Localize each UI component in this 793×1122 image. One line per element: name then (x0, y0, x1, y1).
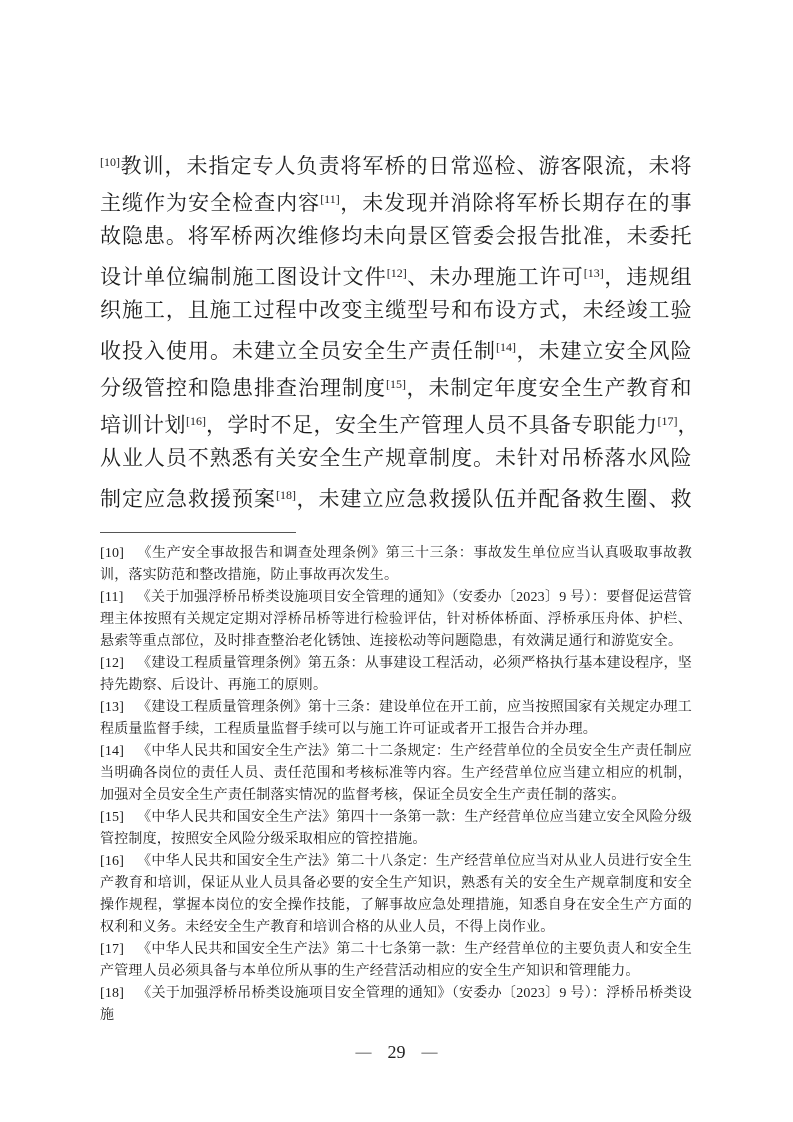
footnote-item (100, 807, 692, 851)
footnote-item (100, 697, 692, 741)
footnote-reference: [14] (496, 340, 516, 354)
body-line (100, 255, 692, 292)
page-footer (0, 1042, 793, 1063)
footnote-text: 《关于加强浮桥吊桥类设施项目安全管理的通知》（安委办〔2023〕9 号）：要督促运营管理主体按照有关规定定期对浮桥吊桥等进行检验评估，针对桥体桥面、浮桥承压舟体、护栏、悬索等重点部位，及时排查整治老化锈蚀、连接松动等问题隐患，有效满足通行和游览安全。 (100, 590, 692, 649)
body-line (100, 366, 692, 403)
body-text-run: ，未制定年度安全生产教育和 (406, 376, 692, 400)
footnote-reference: [17] (657, 414, 678, 428)
body-line (100, 144, 692, 181)
body-paragraph (100, 144, 699, 514)
body-text-run: ，未建立应急救援队伍并配备救生圈、救 (296, 487, 692, 511)
footnote-text: 《建设工程质量管理条例》第十三条：建设单位在开工前，应当按照国家有关规定办理工程质量监督手续，工程质量监督手续可以与施工许可证或者开工报告合并办理。 (100, 700, 692, 737)
body-text-run: 织施工，且施工过程中改变主缆型号和布设方式，未经竣工验 (100, 298, 692, 322)
page-number: 29 (387, 1042, 406, 1062)
body-text-run: 制定应急救援预案 (100, 487, 276, 511)
body-text-run: 培训计划 (100, 413, 186, 437)
footnote-text: 《中华人民共和国安全生产法》第四十一条第一款：生产经营单位应当建立安全风险分级管控制度，按照安全风险分级采取相应的管控措施。 (100, 810, 692, 847)
body-text-run: 故隐患。将军桥两次维修均未向景区管委会报告批准，未委托 (100, 224, 692, 248)
footnote-item (100, 653, 692, 697)
footnote-reference: [15] (386, 377, 406, 391)
body-line (100, 477, 692, 514)
footnote-text: 《中华人民共和国安全生产法》第二十二条规定：生产经营单位的全员安全生产责任制应当明确各岗位的责任人员、责任范围和考核标准等内容。生产经营单位应当建立相应的机制，加强对全员安全生产责任制落实情况的监督考核，保证全员安全生产责任制的落实。 (100, 744, 692, 803)
footnote-text: 《关于加强浮桥吊桥类设施项目安全管理的通知》（安委办〔2023〕9 号）：浮桥吊桥类设施 (100, 986, 692, 1023)
footnote-marker: [18] (100, 986, 125, 1001)
footnote-reference: [10] (100, 155, 120, 169)
body-text-run: 分级管控和隐患排查治理制度 (100, 376, 386, 400)
body-text-run: 主缆作为安全检查内容 (100, 191, 321, 215)
footnotes-section (100, 543, 692, 1027)
body-line (100, 403, 699, 440)
body-text-run: 、未办理施工许可 (406, 265, 584, 289)
footnote-marker: [16] (100, 854, 125, 869)
body-text-run: 教训，未指定专人负责将军桥的日常巡检、游客限流，未将 (120, 154, 692, 178)
footnote-separator (100, 532, 296, 533)
footnote-reference: [16] (186, 414, 206, 428)
body-line (100, 292, 692, 329)
footer-dash-right: — (421, 1043, 438, 1061)
footnote-item (100, 741, 692, 807)
footnote-text: 《中华人民共和国安全生产法》第二十八条定：生产经营单位应当对从业人员进行安全生产教育和培训，保证从业人员具备必要的安全生产知识，熟悉有关的安全生产规章制度和安全操作规程，掌握本岗位的安全操作技能，了解事故应急处理措施，知悉自身在安全生产方面的权利和义务。未经安全生产教育和培训合格的从业人员，不得上岗作业。 (100, 854, 692, 935)
footnote-marker: [14] (100, 744, 125, 759)
footnote-text: 《建设工程质量管理条例》第五条：从事建设工程活动，必须严格执行基本建设程序，坚持先勘察、后设计、再施工的原则。 (100, 656, 692, 693)
footnote-marker: [15] (100, 810, 125, 825)
footnote-reference: [18] (276, 488, 296, 502)
body-text-run: 收投入使用。未建立全员安全生产责任制 (100, 339, 496, 363)
footnote-text: 《生产安全事故报告和调查处理条例》第三十三条：事故发生单位应当认真吸取事故教训，落实防范和整改措施，防止事故再次发生。 (100, 546, 692, 583)
footnote-item (100, 851, 692, 939)
body-line (100, 440, 692, 477)
footnote-reference: [13] (583, 266, 604, 280)
body-text-run: ，学时不足，安全生产管理人员不具备专职能力 (206, 413, 658, 437)
footnote-item (100, 939, 692, 983)
footnote-item (100, 543, 692, 587)
body-text-run: ，未建立安全风险 (516, 339, 692, 363)
footnote-item (100, 983, 692, 1027)
footnote-item (100, 587, 692, 653)
body-line (100, 181, 692, 218)
footer-dash-left: — (355, 1043, 372, 1061)
body-line (100, 329, 692, 366)
body-text-run: ，未发现并消除将军桥长期存在的事 (339, 191, 693, 215)
footnote-text: 《中华人民共和国安全生产法》第二十七条第一款：生产经营单位的主要负责人和安全生产管理人员必须具备与本单位所从事的生产经营活动相应的安全生产知识和管理能力。 (100, 942, 692, 979)
body-line (100, 218, 692, 255)
footnote-reference: [11] (320, 192, 340, 206)
footnote-marker: [17] (100, 942, 125, 957)
footnote-marker: [10] (100, 546, 125, 561)
footnote-marker: [12] (100, 656, 125, 671)
footnote-marker: [11] (100, 590, 124, 605)
footnote-reference: [12] (386, 266, 407, 280)
body-text-run: ，违规组 (603, 265, 693, 289)
footnote-marker: [13] (100, 700, 125, 715)
body-text-run: 设计单位编制施工图设计文件 (100, 265, 387, 289)
body-text-run: ， (677, 413, 699, 437)
body-text-run: 从业人员不熟悉有关安全生产规章制度。未针对吊桥落水风险 (100, 446, 692, 470)
